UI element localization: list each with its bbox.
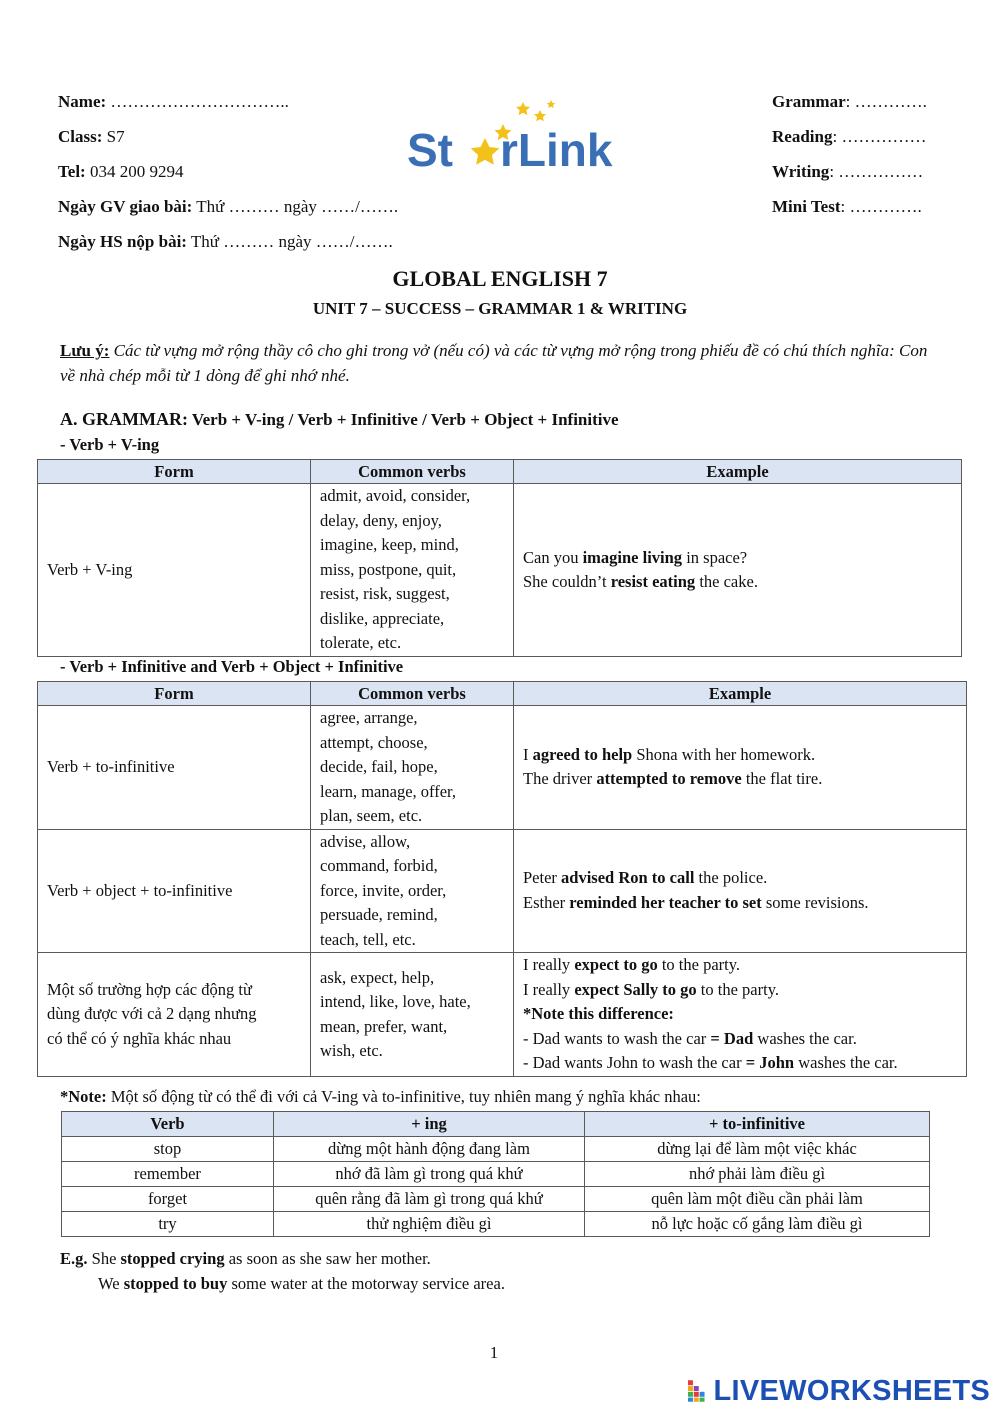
assign-date-field: Ngày GV giao bài: Thứ ……… ngày ……/…….	[58, 197, 399, 216]
table-row	[62, 1187, 930, 1212]
form-cell: Verb + to-infinitive	[38, 706, 311, 830]
subheading-verb-infinitive: - Verb + Infinitive and Verb + Object + Infinitive	[60, 657, 404, 676]
example-line-1: E.g. She stopped crying as soon as she saw her mother.	[60, 1249, 431, 1268]
section-a-heading: A. GRAMMAR: Verb + V-ing / Verb + Infinitive / Verb + Object + Infinitive	[60, 409, 619, 429]
verbs-cell: advise, allow, command, forbid, force, invite, order, persuade, remind, teach, tell, etc.	[311, 829, 514, 953]
subheading-verb-ving: - Verb + V-ing	[60, 435, 160, 454]
verbs-cell: admit, avoid, consider, delay, deny, enjoy, imagine, keep, mind, miss, postpone, quit, resist, risk, suggest, dislike, appreciate, tolerate, etc.	[311, 484, 514, 657]
verbs-cell: agree, arrange, attempt, choose, decide, fail, hope, learn, manage, offer, plan, seem, etc.	[311, 706, 514, 830]
page-number: 1	[489, 1343, 499, 1362]
form-cell: Verb + V-ing	[38, 484, 311, 657]
table-header: + ing	[274, 1112, 585, 1137]
verb-infinitive-table	[37, 681, 967, 1077]
table-header: Form	[38, 682, 311, 706]
class-field: Class: S7	[58, 127, 125, 146]
example-line-2: We stopped to buy some water at the motorway service area.	[98, 1274, 505, 1293]
table-row	[62, 1212, 930, 1237]
ing-meaning-cell: thử nghiệm điều gì	[274, 1212, 585, 1237]
table-header: Common verbs	[311, 460, 514, 484]
ing-meaning-cell: quên rằng đã làm gì trong quá khứ	[274, 1187, 585, 1212]
name-field: Name: …………………………..	[58, 92, 289, 111]
example-cell: Peter advised Ron to call the police. Esther reminded her teacher to set some revisions.	[514, 829, 967, 953]
page-title: GLOBAL ENGLISH 7	[392, 266, 608, 291]
infinitive-meaning-cell: quên làm một điều cần phải làm	[585, 1187, 930, 1212]
liveworksheets-text: LIVEWORKSHEETS	[713, 1374, 990, 1407]
form-cell: Verb + object + to-infinitive	[38, 829, 311, 953]
table-header: + to-infinitive	[585, 1112, 930, 1137]
unit-title: UNIT 7 – SUCCESS – GRAMMAR 1 & WRITING	[312, 299, 688, 318]
starlink-logo	[405, 100, 645, 180]
svg-text:rLink: rLink	[500, 124, 613, 176]
mini-test-score: Mini Test: ………….	[772, 197, 922, 216]
svg-text:St: St	[407, 124, 453, 176]
table-header: Example	[514, 682, 967, 706]
infinitive-meaning-cell: dừng lại để làm một việc khác	[585, 1137, 930, 1162]
verb-cell: remember	[62, 1162, 274, 1187]
table-row	[62, 1162, 930, 1187]
ing-meaning-cell: nhớ đã làm gì trong quá khứ	[274, 1162, 585, 1187]
table-row	[62, 1137, 930, 1162]
verb-ving-table	[37, 459, 962, 657]
infinitive-meaning-cell: nhớ phải làm điều gì	[585, 1162, 930, 1187]
example-cell: I really expect to go to the party. I really expect Sally to go to the party. *Note this difference: - Dad wants to wash the car = Dad washes the car. - Dad wants John to wash the car = John washes the car.	[514, 953, 967, 1077]
liveworksheets-logo	[688, 1375, 990, 1407]
grammar-score: Grammar: ………….	[772, 92, 927, 111]
table-header: Form	[38, 460, 311, 484]
table-header: Common verbs	[311, 682, 514, 706]
verb-cell: stop	[62, 1137, 274, 1162]
writing-score: Writing: ……………	[772, 162, 924, 181]
verb-cell: forget	[62, 1187, 274, 1212]
form-cell: Một số trường hợp các động từ dùng được với cả 2 dạng nhưng có thể có ý nghĩa khác nhau	[38, 953, 311, 1077]
verbs-cell: ask, expect, help, intend, like, love, hate, mean, prefer, want, wish, etc.	[311, 953, 514, 1077]
note-ving-infinitive: *Note: Một số động từ có thể đi với cả V-ing và to-infinitive, tuy nhiên mang ý nghĩa khác nhau:	[60, 1087, 701, 1106]
example-cell: Can you imagine living in space? She couldn’t resist eating the cake.	[514, 484, 962, 657]
tel-field: Tel: 034 200 9294	[58, 162, 184, 181]
table-header: Verb	[62, 1112, 274, 1137]
ing-meaning-cell: dừng một hành động đang làm	[274, 1137, 585, 1162]
liveworksheets-icon	[688, 1378, 710, 1404]
table-header: Example	[514, 460, 962, 484]
submit-date-field: Ngày HS nộp bài: Thứ ……… ngày ……/…….	[58, 232, 393, 251]
reading-score: Reading: ……………	[772, 127, 927, 146]
meaning-difference-table	[61, 1111, 930, 1237]
example-cell: I agreed to help Shona with her homework. The driver attempted to remove the flat tire.	[514, 706, 967, 830]
note-paragraph: Lưu ý: Các từ vựng mở rộng thầy cô cho ghi trong vở (nếu có) và các từ vựng mở rộng trong phiếu đề có chú thích nghĩa: Con về nhà chép mỗi từ 1 dòng để ghi nhớ nhé.	[60, 341, 928, 385]
infinitive-meaning-cell: nỗ lực hoặc cố gắng làm điều gì	[585, 1212, 930, 1237]
verb-cell: try	[62, 1212, 274, 1237]
